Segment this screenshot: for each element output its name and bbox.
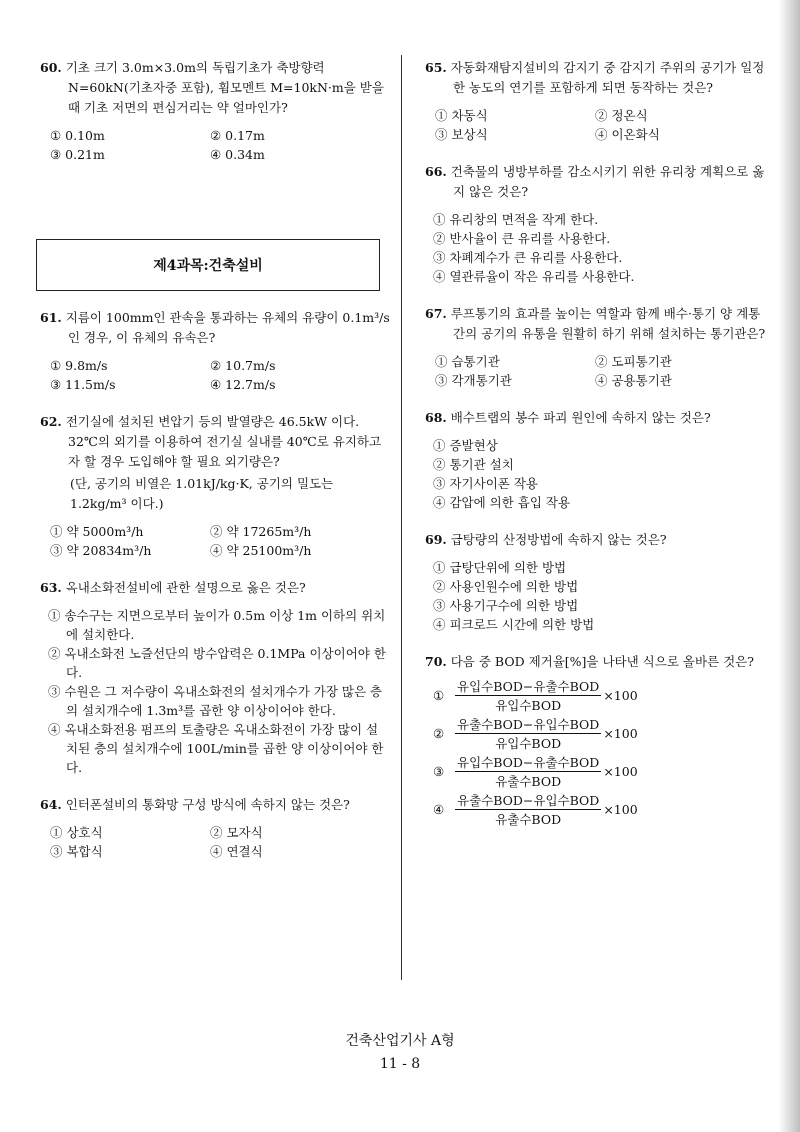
options xyxy=(425,676,770,828)
question-text: 다음 중 BOD 제거율[%]을 나타낸 식으로 올바른 것은? xyxy=(450,654,754,669)
formula-fraction xyxy=(455,715,601,752)
left-column xyxy=(40,58,390,182)
question-text: 급탕량의 산정방법에 속하지 않는 것은? xyxy=(450,532,667,547)
option-mark: ① xyxy=(433,687,445,703)
option-1[interactable]: ① 송수구는 지면으로부터 높이가 0.5m 이상 1m 이하의 위치에 설치한다. xyxy=(48,608,386,642)
options xyxy=(40,823,390,861)
option-4[interactable]: ④ 공용통기관 xyxy=(595,373,672,388)
question-number: 65. xyxy=(425,60,447,75)
option-1[interactable]: ① 9.8m/s xyxy=(50,358,108,373)
option-3[interactable]: ③ 차폐계수가 큰 유리를 사용한다. xyxy=(433,250,623,265)
question-text: 루프통기의 효과를 높이는 역할과 함께 배수·통기 양 계통간의 공기의 유통을 원활히 하기 위해 설치하는 통기관은? xyxy=(450,306,766,341)
option-4[interactable]: ④ 피크로드 시간에 의한 방법 xyxy=(433,617,595,632)
option-2[interactable]: ② 통기관 설치 xyxy=(433,457,514,472)
multiplier: ×100 xyxy=(603,687,638,703)
question-61 xyxy=(40,308,390,394)
option-2[interactable]: ② 0.17m xyxy=(210,128,265,143)
option-3[interactable]: ③ 보상식 xyxy=(435,127,488,142)
left-column-lower xyxy=(40,308,390,879)
option-1[interactable]: ① 상호식 xyxy=(50,825,103,840)
option-3[interactable]: ③ 사용기구수에 의한 방법 xyxy=(433,598,579,613)
question-number: 67. xyxy=(425,306,447,321)
column-divider xyxy=(401,55,402,980)
question-text: 인터폰설비의 통화망 구성 방식에 속하지 않는 것은? xyxy=(65,797,350,812)
option-3[interactable]: ③ 약 20834m³/h xyxy=(50,543,152,558)
option-1[interactable]: ① 급탕단위에 의한 방법 xyxy=(433,560,567,575)
option-4[interactable]: ④ 이온화식 xyxy=(595,127,660,142)
fraction-denominator: 유입수BOD xyxy=(495,735,562,751)
question-66 xyxy=(425,162,770,286)
formula-fraction xyxy=(455,677,601,714)
option-1[interactable]: ① 증발현상 xyxy=(433,438,498,453)
question-text: 기초 크기 3.0m×3.0m의 독립기초가 축방향력 N=60kN(기초자중 포함), 휨모멘트 M=10kN·m을 받을 때 기초 저면의 편심거리는 약 얼마인가? xyxy=(65,60,384,115)
question-text: 배수트랩의 봉수 파괴 원인에 속하지 않는 것은? xyxy=(450,410,711,425)
subject-title: 제4과목:건축설비 xyxy=(36,239,380,291)
option-2[interactable]: ② 옥내소화전 노즐선단의 방수압력은 0.1MPa 이상이어야 한다. xyxy=(48,646,386,680)
question-note: (단, 공기의 비열은 1.01kJ/kg·K, 공기의 밀도는 1.2kg/m³ 이다.) xyxy=(70,476,334,511)
option-1[interactable]: ① 차동식 xyxy=(435,108,488,123)
multiplier: ×100 xyxy=(603,763,638,779)
question-number: 68. xyxy=(425,410,447,425)
option-3[interactable]: ③ 복합식 xyxy=(50,844,103,859)
fraction-denominator: 유입수BOD xyxy=(495,697,562,713)
question-64 xyxy=(40,795,390,861)
question-69 xyxy=(425,530,770,634)
multiplier: ×100 xyxy=(603,725,638,741)
option-1[interactable]: ① 0.10m xyxy=(50,128,105,143)
question-62 xyxy=(40,412,390,560)
option-1[interactable] xyxy=(425,676,770,714)
option-4[interactable]: ④ 약 25100m³/h xyxy=(210,543,312,558)
question-60 xyxy=(40,58,390,164)
options xyxy=(425,210,770,286)
option-2[interactable]: ② 정온식 xyxy=(595,108,648,123)
question-number: 62. xyxy=(40,414,62,429)
option-4[interactable]: ④ 12.7m/s xyxy=(210,377,276,392)
options xyxy=(40,356,390,394)
option-4[interactable]: ④ 0.34m xyxy=(210,147,265,162)
options xyxy=(425,436,770,512)
fraction-numerator: 유출수BOD−유입수BOD xyxy=(457,716,600,732)
question-text: 자동화재탐지설비의 감지기 중 감지기 주위의 공기가 일정한 농도의 연기를 포함하게 되면 동작하는 것은? xyxy=(450,60,765,95)
option-2[interactable]: ② 도피통기관 xyxy=(595,354,672,369)
question-number: 61. xyxy=(40,310,62,325)
question-67 xyxy=(425,304,770,390)
question-text: 전기실에 설치된 변압기 등의 발열량은 46.5kW 이다. 32℃의 외기를 이용하여 전기실 실내를 40℃로 유지하고자 할 경우 도입해야 할 필요 외기량은? xyxy=(65,414,382,469)
question-number: 69. xyxy=(425,532,447,547)
options xyxy=(40,606,390,777)
option-2[interactable]: ② 반사율이 큰 유리를 사용한다. xyxy=(433,231,611,246)
option-3[interactable]: ③ 자기사이폰 작용 xyxy=(433,476,538,491)
question-text: 건축물의 냉방부하를 감소시키기 위한 유리창 계획으로 옳지 않은 것은? xyxy=(450,164,765,199)
options xyxy=(425,558,770,634)
question-text: 옥내소화전설비에 관한 설명으로 옳은 것은? xyxy=(65,580,306,595)
page-edge-shadow xyxy=(778,0,800,1132)
option-1[interactable]: ① 약 5000m³/h xyxy=(50,524,144,539)
option-2[interactable]: ② 10.7m/s xyxy=(210,358,276,373)
question-number: 60. xyxy=(40,60,62,75)
option-1[interactable]: ① 습통기관 xyxy=(435,354,500,369)
option-mark: ③ xyxy=(433,763,445,779)
formula-fraction xyxy=(455,791,601,828)
question-63 xyxy=(40,578,390,777)
multiplier: ×100 xyxy=(603,801,638,817)
option-mark: ④ xyxy=(433,801,445,817)
fraction-numerator: 유입수BOD−유출수BOD xyxy=(457,754,600,770)
question-number: 64. xyxy=(40,797,62,812)
option-3[interactable] xyxy=(425,752,770,790)
option-2[interactable]: ② 약 17265m³/h xyxy=(210,524,312,539)
option-3[interactable]: ③ 0.21m xyxy=(50,147,105,162)
option-3[interactable]: ③ 각개통기관 xyxy=(435,373,512,388)
fraction-denominator: 유출수BOD xyxy=(495,811,562,827)
question-70 xyxy=(425,652,770,828)
option-2[interactable]: ② 모자식 xyxy=(210,825,263,840)
question-number: 63. xyxy=(40,580,62,595)
option-4[interactable]: ④ 감압에 의한 흡입 작용 xyxy=(433,495,571,510)
footer-title: 건축산업기사 A형 xyxy=(345,1033,455,1049)
option-4[interactable]: ④ 열관류율이 작은 유리를 사용한다. xyxy=(433,269,635,284)
option-1[interactable]: ① 유리창의 면적을 작게 한다. xyxy=(433,212,599,227)
option-3[interactable]: ③ 11.5m/s xyxy=(50,377,116,392)
fraction-numerator: 유출수BOD−유입수BOD xyxy=(457,792,600,808)
option-4[interactable]: ④ 연결식 xyxy=(210,844,263,859)
options xyxy=(425,352,770,390)
fraction-numerator: 유입수BOD−유출수BOD xyxy=(457,678,600,694)
footer-page-number: 11 - 8 xyxy=(379,1056,421,1072)
options xyxy=(425,106,770,144)
options xyxy=(40,126,390,164)
option-4[interactable]: ④ 옥내소화전용 펌프의 토출량은 옥내소화전이 가장 많이 설치된 층의 설치개수에 100L/min를 곱한 양 이상이어야 한다. xyxy=(48,722,384,775)
question-number: 70. xyxy=(425,654,447,669)
options xyxy=(40,522,390,560)
right-column xyxy=(425,58,770,846)
option-mark: ② xyxy=(433,725,445,741)
question-68 xyxy=(425,408,770,512)
formula-fraction xyxy=(455,753,601,790)
fraction-denominator: 유출수BOD xyxy=(495,773,562,789)
option-3[interactable]: ③ 수원은 그 저수량이 옥내소화전의 설치개수가 가장 많은 층의 설치개수에 1.3m³를 곱한 양 이상이어야 한다. xyxy=(48,684,383,718)
question-text: 지름이 100mm인 관속을 통과하는 유체의 유량이 0.1m³/s인 경우, 이 유체의 유속은? xyxy=(65,310,390,345)
option-4[interactable] xyxy=(425,790,770,828)
question-65 xyxy=(425,58,770,144)
option-2[interactable]: ② 사용인원수에 의한 방법 xyxy=(433,579,579,594)
question-number: 66. xyxy=(425,164,447,179)
option-2[interactable] xyxy=(425,714,770,752)
